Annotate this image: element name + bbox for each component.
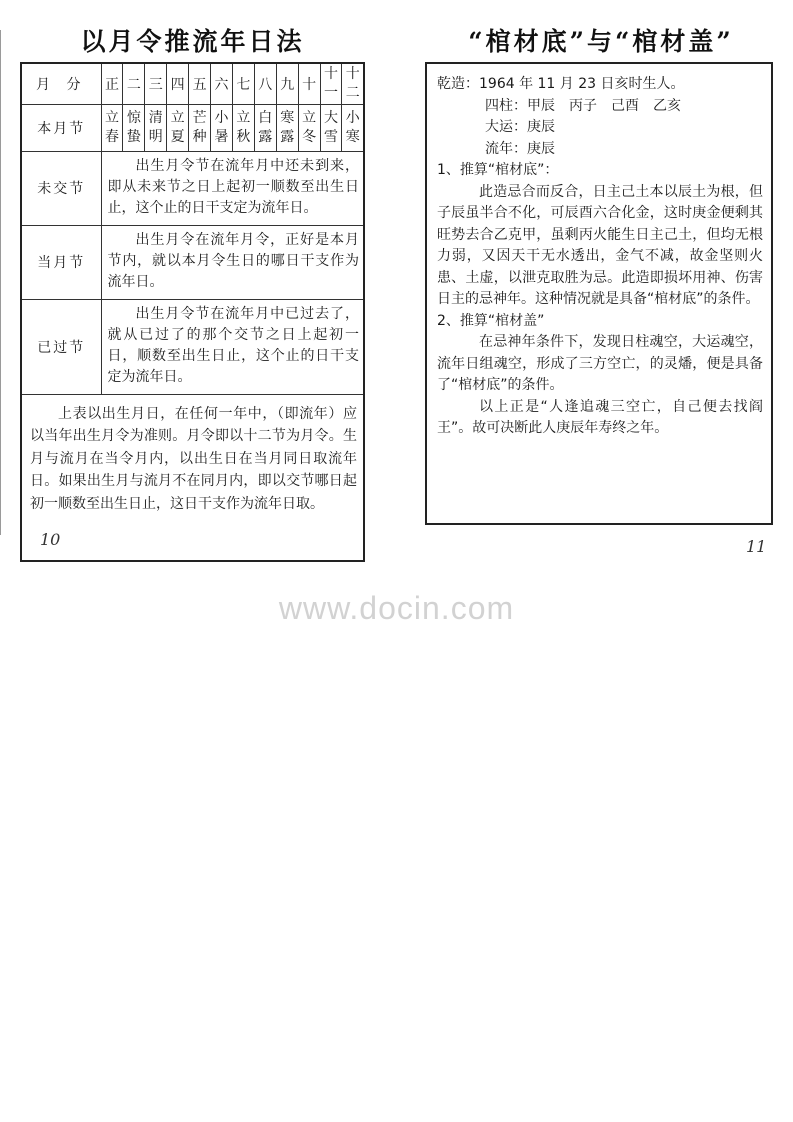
month-cell: 七 xyxy=(232,63,254,104)
row-description: 出生月令节在流年月中已过去了，就从已过了的那个交节之日上起初一日，顺数至出生日止，这个止的日干支定为流年日。 xyxy=(101,299,364,394)
four-pillars xyxy=(437,96,763,118)
pillar: 乙亥 xyxy=(653,97,681,114)
solar-term-cell: 立夏 xyxy=(167,104,189,151)
pillar: 丙子 xyxy=(569,97,597,114)
month-cell: 二 xyxy=(123,63,145,104)
watermark: www.docin.com xyxy=(278,590,515,626)
section2-heading: 2、推算“棺材盖” xyxy=(437,312,545,329)
conclusion-text: 以上正是“人逢追魂三空亡，自己便去找阎王”。故可决断此人庚辰年寿终之年。 xyxy=(437,398,763,436)
solar-term-cell: 芒种 xyxy=(189,104,211,151)
month-cell: 九 xyxy=(276,63,298,104)
solar-term-cell: 大雪 xyxy=(320,104,342,151)
month-header-label: 月 分 xyxy=(21,63,101,104)
table-row xyxy=(21,151,364,225)
row-label-yiguojie: 已过节 xyxy=(21,299,101,394)
section2-text: 在忌神年条件下，发现日柱魂空，大运魂空，流年日组魂空，形成了三方空亡，的灵燔，便是具备了“棺材底”的条件。 xyxy=(437,334,763,393)
pillar: 己酉 xyxy=(611,97,639,114)
month-header-row xyxy=(21,63,364,104)
pillars-label: 四柱： xyxy=(485,97,527,114)
row-description: 出生月令节在流年月中还未到来，即从未来节之日上起初一顺数至出生日止，这个止的日干支定为流年日。 xyxy=(101,151,364,225)
birth-info: 乾造：1964 年 11 月 23 日亥时生人。 xyxy=(437,76,685,92)
month-cell: 三 xyxy=(145,63,167,104)
month-cell: 正 xyxy=(101,63,123,104)
month-cell: 十二 xyxy=(342,63,364,104)
month-table xyxy=(20,62,365,562)
month-cell: 八 xyxy=(254,63,276,104)
left-page xyxy=(20,22,365,562)
left-page-title: 以月令推流年日法 xyxy=(80,27,305,56)
solar-term-cell: 立秋 xyxy=(232,104,254,151)
table-note: 上表以出生月日，在任何一年中，（即流年）应以当年出生月令为准则。月令即以十二节为月令。生月与流月在当令月内，以出生日在当月同日取流年日。如果出生月与流月不在同月内，即以交节哪日起初一顺数至出生日止，这日干支作为流年日取。 xyxy=(21,394,364,561)
section1-text: 此造忌合而反合，日主己土本以辰土为根，但子辰虽半合不化，可辰酉六合化金，这时庚金便剩其旺势去合乙克甲，虽剩丙火能生日主己土，但均无根力弱，又因天干无水透出，金气不减，故金坚则火患、土虚，以泄克取胜为忌。此造即损坏用神、伤害日主的忌神年。这种情况就是具备“棺材底”的条件。 xyxy=(437,183,763,307)
terms-row xyxy=(21,104,364,151)
solar-term-cell: 惊蛰 xyxy=(123,104,145,151)
solar-term-cell: 立春 xyxy=(101,104,123,151)
month-cell: 十 xyxy=(298,63,320,104)
analysis-box xyxy=(425,62,773,525)
right-page-title: “棺材底”与“棺材盖” xyxy=(468,27,734,56)
month-cell: 十一 xyxy=(320,63,342,104)
section1-heading: 1、推算“棺材底”： xyxy=(437,162,559,178)
row-description: 出生月令在流年月令，正好是本月节内，就以本月令生日的哪日干支作为流年日。 xyxy=(101,225,364,299)
scan-edge-mark xyxy=(0,30,1,535)
row-label-weijiaojie: 未交节 xyxy=(21,151,101,225)
table-row xyxy=(21,299,364,394)
terms-row-label: 本月节 xyxy=(21,104,101,151)
dayun-line: 大运：庚辰 xyxy=(485,119,555,135)
solar-term-cell: 小寒 xyxy=(342,104,364,151)
row-label-dangyuejie: 当月节 xyxy=(21,225,101,299)
table-row xyxy=(21,225,364,299)
solar-term-cell: 清明 xyxy=(145,104,167,151)
liunian-line: 流年：庚辰 xyxy=(485,140,555,157)
solar-term-cell: 白露 xyxy=(254,104,276,151)
note-row xyxy=(21,394,364,561)
right-page xyxy=(425,22,777,525)
pillar: 甲辰 xyxy=(527,97,555,114)
month-cell: 四 xyxy=(167,63,189,104)
month-cell: 六 xyxy=(211,63,233,104)
month-cell: 五 xyxy=(189,63,211,104)
page-number-left: 10 xyxy=(40,530,61,549)
solar-term-cell: 立冬 xyxy=(298,104,320,151)
solar-term-cell: 小暑 xyxy=(211,104,233,151)
solar-term-cell: 寒露 xyxy=(276,104,298,151)
page-number-right: 11 xyxy=(746,537,767,556)
